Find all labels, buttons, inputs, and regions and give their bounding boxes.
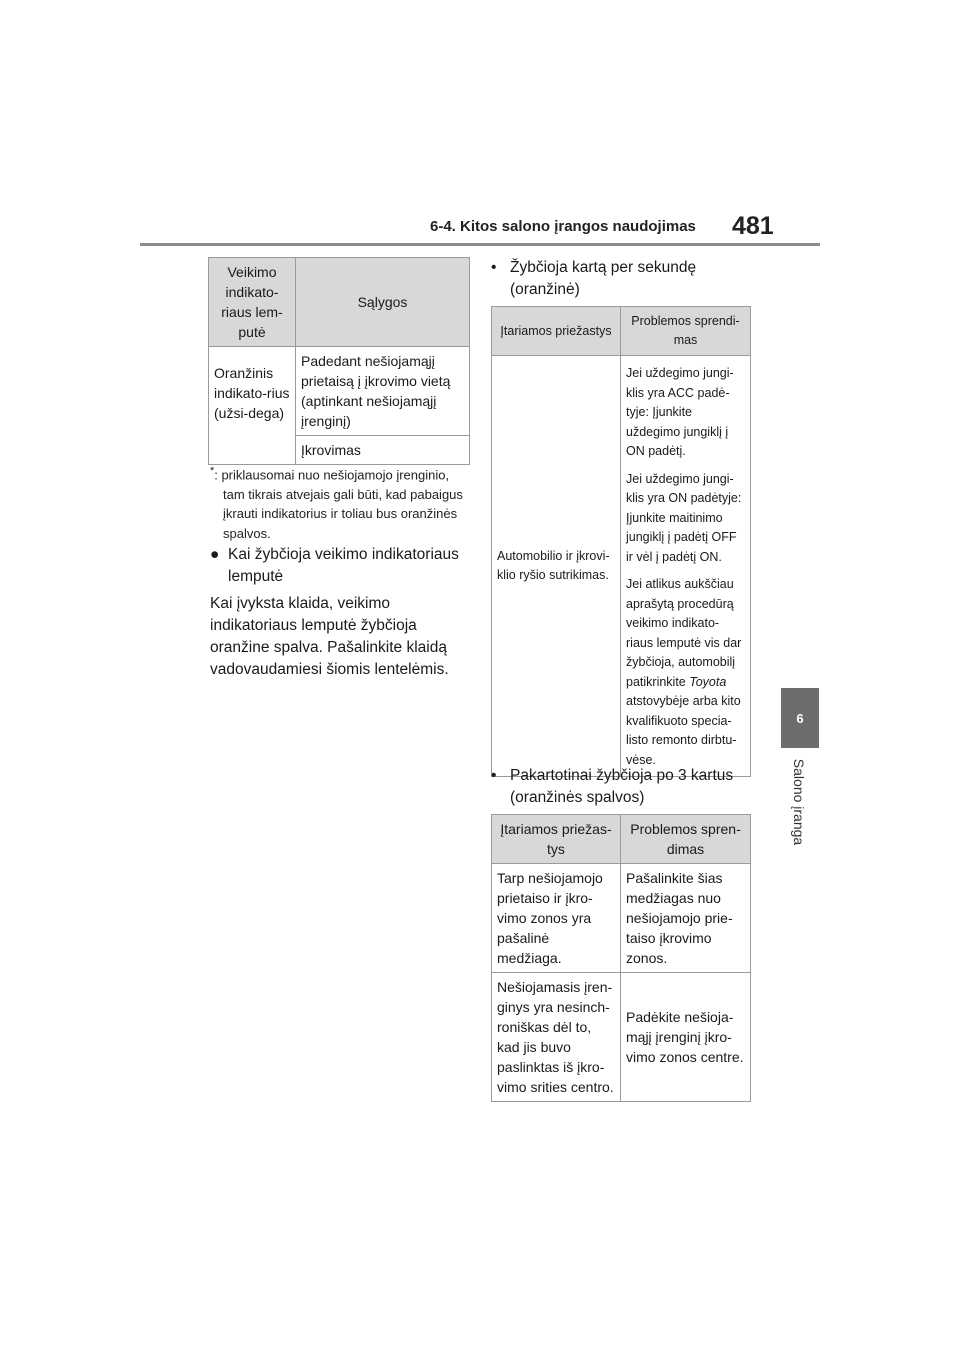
column-header-solution: Problemos spren-dimas	[621, 815, 751, 864]
blink-once-table	[491, 306, 751, 777]
column-header-conditions: Sąlygos	[296, 258, 470, 347]
table-row	[492, 356, 751, 777]
chapter-number-tab	[781, 688, 819, 748]
blink-once-heading	[491, 257, 751, 301]
section-heading-text: Kai žybčioja veikimo indikatoriaus lemputė	[228, 546, 459, 585]
solution-cell: Pašalinkite šias medžiagas nuo nešiojamojo prie-taiso įkrovimo zonos.	[621, 864, 751, 973]
chapter-side-label	[773, 750, 825, 854]
column-header-indicator: Veikimo indikato-riaus lem-putė	[209, 258, 296, 347]
chapter-name: Salono įranga	[791, 758, 807, 846]
table-header-row	[492, 307, 751, 356]
bullet-icon: •	[491, 767, 497, 784]
solution-step: Jei uždegimo jungi-klis yra ACC padė-tyje: Įjunkite uždegimo jungiklį į ON padėtį.	[626, 366, 734, 458]
header-divider	[140, 243, 820, 246]
blink-three-label: Pakartotinai žybčioja po 3 kartus (oranžinės spalvos)	[510, 767, 734, 806]
page-number: 481	[732, 212, 774, 240]
chapter-number: 6	[796, 710, 804, 726]
cause-cell: Tarp nešiojamojo prietaiso ir įkro-vimo zonos yra pašalinė medžiaga.	[492, 864, 621, 973]
table-row	[209, 347, 470, 436]
condition-cell: Padedant nešiojamąjį prietaisą į įkrovimo vietą (aptinkant nešiojamąjį įrenginį)	[296, 347, 470, 436]
solution-cell: Padėkite nešioja-mąjį įrenginį įkro-vimo zonos centre.	[621, 973, 751, 1102]
indicator-cell: Oranžinis indikato-rius (užsi-dega)	[209, 347, 296, 465]
column-header-cause: Įtariamos priežas-tys	[492, 815, 621, 864]
table-header-row	[492, 815, 751, 864]
solution-cell	[621, 356, 751, 777]
solution-text: Jei atlikus aukščiau aprašytą procedūrą veikimo indikato-riaus lemputė vis dar žybčioja, automobilį patikrinkite	[626, 577, 742, 689]
blink-once-label: Žybčioja kartą per sekundę (oranžinė)	[510, 259, 697, 298]
section-title: 6-4. Kitos salono įrangos naudojimas	[430, 218, 696, 235]
solution-step: Jei uždegimo jungi-klis yra ON padėtyje: Įjunkite maitinimo jungiklį į padėtį OFF ir vėl į padėtį ON.	[626, 471, 742, 564]
indicator-conditions-table	[208, 257, 470, 465]
section-heading	[210, 544, 470, 588]
condition-cell: Įkrovimas	[296, 436, 470, 465]
column-header-cause: Įtariamos priežastys	[492, 307, 621, 356]
table-header-row	[209, 258, 470, 347]
footnote-marker: *	[210, 465, 215, 477]
bullet-icon: •	[491, 259, 497, 276]
table-row	[492, 973, 751, 1102]
footnote-text: : priklausomai nuo nešiojamojo įrenginio, tam tikrais atvejais gali būti, kad pabaigus įkrauti indikatorius ir toliau bus oranžinės spalvos.	[214, 467, 463, 541]
brand-name: Toyota	[689, 674, 727, 689]
solution-step	[626, 575, 745, 770]
cause-cell: Automobilio ir įkrovi-klio ryšio sutrikimas.	[492, 356, 621, 777]
solution-text: atstovybėje arba kito kvalifikuoto specia-listo remonto dirbtu-vėse.	[626, 694, 741, 767]
footnote	[210, 462, 470, 543]
column-header-solution: Problemos sprendi-mas	[621, 307, 751, 356]
bullet-icon: ●	[210, 546, 220, 563]
blink-three-table	[491, 814, 751, 1102]
cause-cell: Nešiojamasis įren-ginys yra nesinch-roniškas dėl to, kad jis buvo paslinktas iš įkro-vimo srities centro.	[492, 973, 621, 1102]
table-row	[492, 864, 751, 973]
blink-three-heading	[491, 765, 751, 809]
section-paragraph: Kai įvyksta klaida, veikimo indikatoriaus lemputė žybčioja oranžine spalva. Pašalinkite klaidą vadovaudamiesi šiomis lentelėmis.	[210, 595, 449, 678]
